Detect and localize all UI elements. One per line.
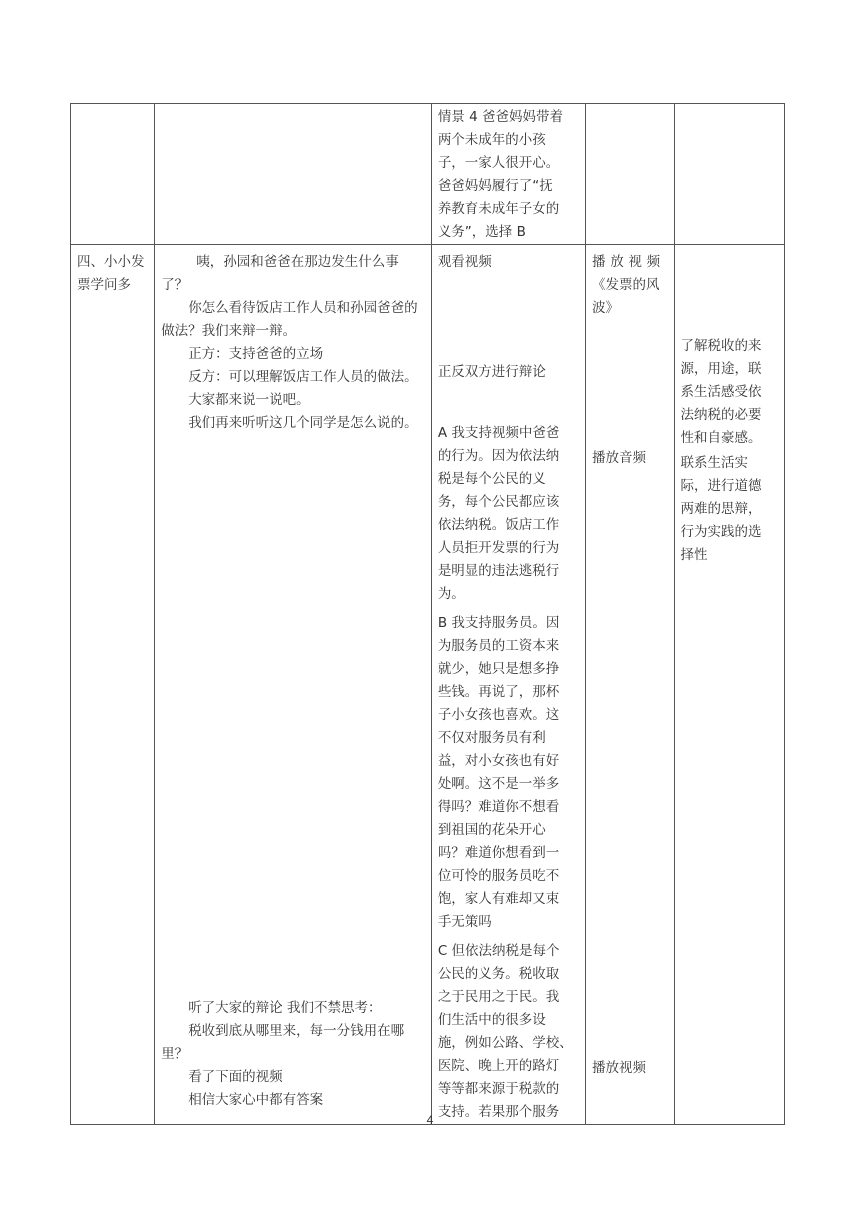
table-row — [71, 104, 785, 245]
intent-1: 了解税收的来 源，用途，联 系生活感受依 法纳税的必要 性和自豪感。 — [680, 338, 762, 446]
teacher-para: 相信大家心中都有答案 — [188, 1092, 324, 1108]
play-audio-note: 播放音频 — [591, 450, 646, 466]
play-video-note-2: 播放视频 — [591, 1060, 646, 1076]
teacher-para: 你怎么看待饭店工作人员和孙园爸爸的做法？我们来辩一辩。 — [161, 300, 418, 339]
student-activity-cell — [431, 245, 585, 1125]
teacher-para: 正方：支持爸爸的立场 — [188, 346, 324, 362]
teacher-cell-empty — [155, 104, 432, 245]
teacher-para: 税收到底从哪里来，每一分钱用在哪里？ — [161, 1023, 405, 1062]
student-debate: 正反双方进行辩论 — [437, 364, 546, 380]
teacher-activity-cell — [155, 245, 432, 1125]
opinion-c: C 但依法纳税是每个 公民的义务。税收取 之于民用之于民。我 们生活中的很多设 施，例如公路、学校、 医院、晚上开的路灯 等等都来源于税款的 支持。若果那个服务 — [437, 943, 573, 1120]
media-cell-empty — [585, 104, 674, 245]
media-cell — [585, 245, 674, 1125]
teacher-para: 看了下面的视频 — [188, 1069, 283, 1085]
page-number: 4 — [426, 1113, 434, 1127]
play-video-note: 播放视频 《发票的风 波》 — [591, 254, 665, 316]
teacher-para: 我们再来听听这几个同学是怎么说的。 — [188, 415, 418, 431]
lesson-plan-table — [70, 103, 785, 1125]
student-activity-cell — [431, 104, 585, 245]
intent-cell-empty — [674, 104, 784, 245]
stage-title-cell — [71, 245, 155, 1125]
teacher-para: 大家都来说一说吧。 — [188, 392, 310, 408]
teacher-para: 听了大家的辩论 我们不禁思考： — [188, 1000, 382, 1016]
student-watch-video: 观看视频 — [437, 254, 492, 270]
stage-title: 四、小小发 票学问多 — [77, 254, 145, 293]
teacher-para: 咦，孙园和爸爸在那边发生什么事了？ — [161, 254, 399, 293]
design-intent-cell — [674, 245, 784, 1125]
table-row — [71, 245, 785, 1125]
intent-2: 联系生活实 际，进行道德 两难的思辩， 行为实践的选 择性 — [680, 455, 762, 563]
scenario-4-text: 情景 4 爸爸妈妈带着 两个未成年的小孩 子，一家人很开心。 爸爸妈妈履行了“抚 养教育未成年子女的 义务”，选择 B — [437, 109, 563, 240]
teacher-para: 反方：可以理解饭店工作人员的做法。 — [188, 369, 418, 385]
opinion-b: B 我支持服务员。因 为服务员的工资本来 就少，她只是想多挣 些钱。再说了，那杯 子小女孩也喜欢。这 不仅对服务员有利 益，对小女孩也有好 处啊。这不是一举多 得吗？难道你不想看 到祖国的花朵开心 吗？难道你想看到一 位可怜的服务员吃不 饱，家人有难却又束 手无策吗 — [437, 615, 560, 930]
stage-cell-empty — [71, 104, 155, 245]
opinion-a: A 我支持视频中爸爸 的行为。因为依法纳 税是每个公民的义 务，每个公民都应该 依法纳税。饭店工作 人员拒开发票的行为 是明显的违法逃税行 为。 — [437, 425, 560, 602]
